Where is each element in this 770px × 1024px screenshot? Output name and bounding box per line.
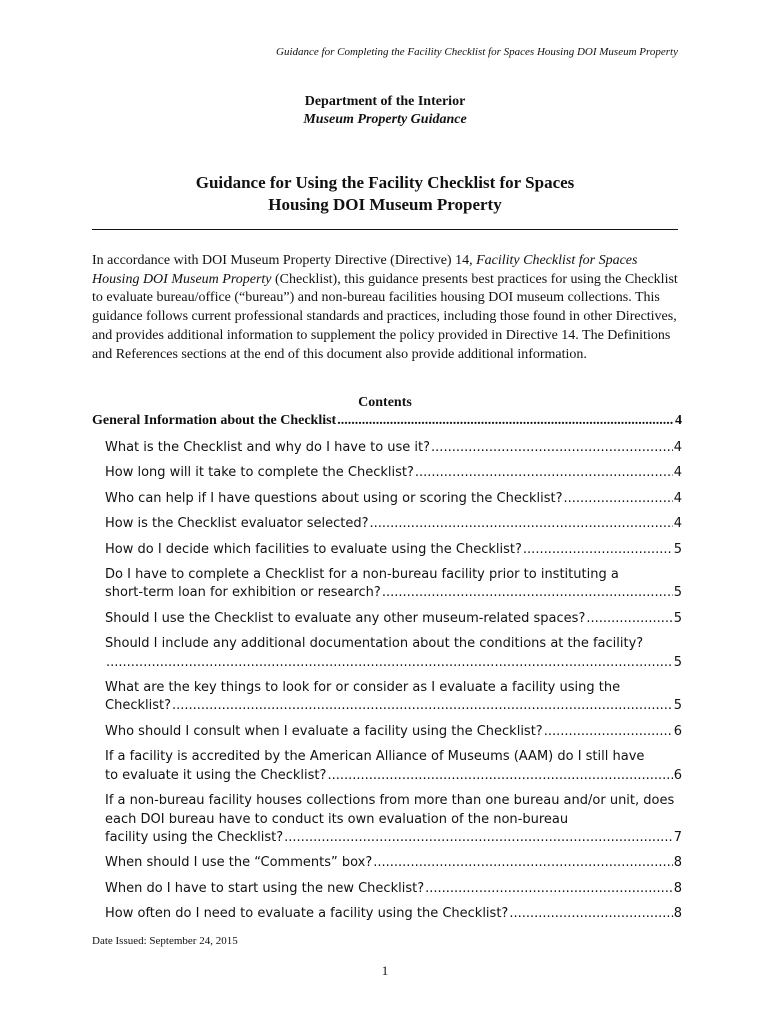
toc-leader bbox=[369, 515, 672, 533]
toc-entry-row bbox=[105, 610, 682, 628]
contents-heading: Contents bbox=[358, 395, 412, 410]
toc-entry-row bbox=[105, 584, 682, 602]
toc-entry-row bbox=[105, 854, 682, 872]
toc-entry[interactable] bbox=[92, 635, 682, 672]
toc-page-number: 5 bbox=[673, 541, 682, 557]
toc-leader bbox=[586, 610, 672, 628]
guidance-subtitle: Museum Property Guidance bbox=[303, 112, 467, 127]
toc-entry[interactable] bbox=[92, 905, 682, 923]
toc-leader bbox=[544, 723, 673, 741]
toc-entry[interactable] bbox=[92, 439, 682, 457]
toc-leader bbox=[382, 584, 673, 602]
page-number: 1 bbox=[381, 963, 389, 978]
running-header: Guidance for Completing the Facility Checklist for Spaces Housing DOI Museum Property bbox=[276, 46, 678, 58]
toc-entry-text: How long will it take to complete the Checklist? bbox=[105, 465, 414, 481]
document-title-line-2: Housing DOI Museum Property bbox=[268, 195, 502, 214]
toc-entry-row bbox=[105, 541, 682, 559]
toc-entry-row bbox=[105, 723, 682, 741]
toc-entry[interactable] bbox=[92, 515, 682, 533]
toc-entry[interactable] bbox=[92, 792, 682, 847]
toc-entry[interactable] bbox=[92, 541, 682, 559]
intro-paragraph bbox=[92, 252, 682, 364]
toc-page-number: 4 bbox=[675, 413, 682, 428]
date-issued: Date Issued: September 24, 2015 bbox=[92, 935, 238, 947]
title-divider bbox=[92, 229, 678, 230]
toc-page-number: 8 bbox=[673, 906, 682, 922]
toc-entry-row bbox=[105, 905, 682, 923]
toc-entry-text: facility using the Checklist? bbox=[105, 829, 284, 845]
toc-entry-text: short-term loan for exhibition or research? bbox=[105, 585, 381, 601]
toc-entry-text: What are the key things to look for or consider as I evaluate a facility using the bbox=[105, 680, 621, 696]
toc-entry[interactable] bbox=[92, 748, 682, 785]
toc-page-number: 5 bbox=[673, 610, 682, 626]
toc-page-number: 5 bbox=[673, 654, 682, 670]
toc-entry-row bbox=[105, 464, 682, 482]
toc-leader bbox=[373, 854, 672, 872]
department-name: Department of the Interior bbox=[304, 94, 466, 109]
toc-entry-text: How is the Checklist evaluator selected? bbox=[105, 516, 369, 532]
table-of-contents bbox=[92, 410, 682, 924]
toc-entry-row bbox=[105, 829, 682, 847]
toc-entry[interactable] bbox=[92, 464, 682, 482]
toc-entry[interactable] bbox=[92, 854, 682, 872]
toc-entry-text: When should I use the “Comments” box? bbox=[105, 855, 373, 871]
toc-leader bbox=[425, 880, 673, 898]
toc-page-number: 6 bbox=[673, 723, 682, 739]
toc-page-number: 6 bbox=[673, 767, 682, 783]
toc-entry-list bbox=[92, 439, 682, 924]
toc-page-number: 4 bbox=[673, 516, 682, 532]
toc-entry-row bbox=[105, 490, 682, 508]
toc-leader bbox=[284, 829, 673, 847]
toc-leader bbox=[337, 410, 674, 432]
toc-page-number: 7 bbox=[673, 829, 682, 845]
toc-leader bbox=[509, 905, 672, 923]
toc-leader bbox=[564, 490, 673, 508]
toc-entry-row bbox=[105, 880, 682, 898]
toc-entry-text: Should I include any additional documentation about the conditions at the facility? bbox=[105, 636, 644, 652]
document-title bbox=[0, 172, 770, 216]
toc-entry-text: If a facility is accredited by the American Alliance of Museums (AAM) do I still have bbox=[105, 749, 645, 765]
toc-section-title: General Information about the Checklist bbox=[92, 413, 337, 428]
toc-leader bbox=[327, 767, 672, 785]
toc-entry[interactable] bbox=[92, 880, 682, 898]
intro-text-2: (Checklist), this guidance presents best practices for using the Checklist to evaluate bureau/office (“bureau”) and non-bureau facilities housing DOI museum collections. This guidance follows current professional standards and practices, including those found in other Directives, and provides additional information to supplement the policy provided in Directive 14. The Definitions and References sections at the end of this document also provide additional information. bbox=[92, 271, 678, 362]
toc-page-number: 8 bbox=[673, 880, 682, 896]
toc-entry[interactable] bbox=[92, 723, 682, 741]
intro-text-1: In accordance with DOI Museum Property Directive (Directive) 14, bbox=[92, 253, 477, 268]
toc-page-number: 4 bbox=[673, 440, 682, 455]
toc-section-general-information[interactable] bbox=[92, 410, 682, 432]
toc-entry-text: How often do I need to evaluate a facility using the Checklist? bbox=[105, 906, 509, 922]
toc-page-number: 5 bbox=[673, 585, 682, 601]
toc-leader bbox=[415, 464, 673, 482]
toc-entry-text: What is the Checklist and why do I have to use it? bbox=[105, 440, 431, 455]
toc-page-number: 4 bbox=[673, 490, 682, 506]
toc-entry-text: How do I decide which facilities to evaluate using the Checklist? bbox=[105, 541, 522, 557]
toc-entry-row bbox=[105, 767, 682, 785]
toc-entry-text: Who should I consult when I evaluate a facility using the Checklist? bbox=[105, 723, 543, 739]
toc-leader bbox=[106, 654, 673, 672]
toc-entry-row bbox=[105, 697, 682, 715]
toc-entry-text: When do I have to start using the new Checklist? bbox=[105, 880, 425, 896]
toc-leader bbox=[523, 541, 673, 559]
toc-entry-text: Who can help if I have questions about using or scoring the Checklist? bbox=[105, 490, 563, 506]
document-title-line-1: Guidance for Using the Facility Checklist for Spaces bbox=[195, 173, 575, 192]
toc-page-number: 4 bbox=[673, 465, 682, 481]
toc-entry-text: to evaluate it using the Checklist? bbox=[105, 767, 327, 783]
toc-entry-text: If a non-bureau facility houses collections from more than one bureau and/or unit, does each DOI bureau have to conduct its own evaluation of the non-bureau bbox=[105, 793, 675, 827]
toc-page-number: 8 bbox=[673, 855, 682, 871]
toc-entry-row bbox=[105, 654, 682, 672]
toc-entry-row bbox=[105, 515, 682, 533]
toc-entry-row bbox=[105, 439, 682, 457]
toc-entry[interactable] bbox=[92, 566, 682, 603]
intro-checklist-title: Facility Checklist for Spaces Housing DOI Museum Property bbox=[92, 253, 638, 287]
toc-entry[interactable] bbox=[92, 610, 682, 628]
toc-entry[interactable] bbox=[92, 679, 682, 716]
toc-entry[interactable] bbox=[92, 490, 682, 508]
toc-entry-text: Do I have to complete a Checklist for a non-bureau facility prior to instituting a bbox=[105, 567, 619, 583]
toc-leader bbox=[172, 697, 673, 715]
toc-entry-text: Checklist? bbox=[105, 698, 171, 714]
toc-page-number: 5 bbox=[673, 698, 682, 714]
toc-entry-text: Should I use the Checklist to evaluate any other museum-related spaces? bbox=[105, 610, 586, 626]
toc-leader bbox=[431, 439, 673, 457]
